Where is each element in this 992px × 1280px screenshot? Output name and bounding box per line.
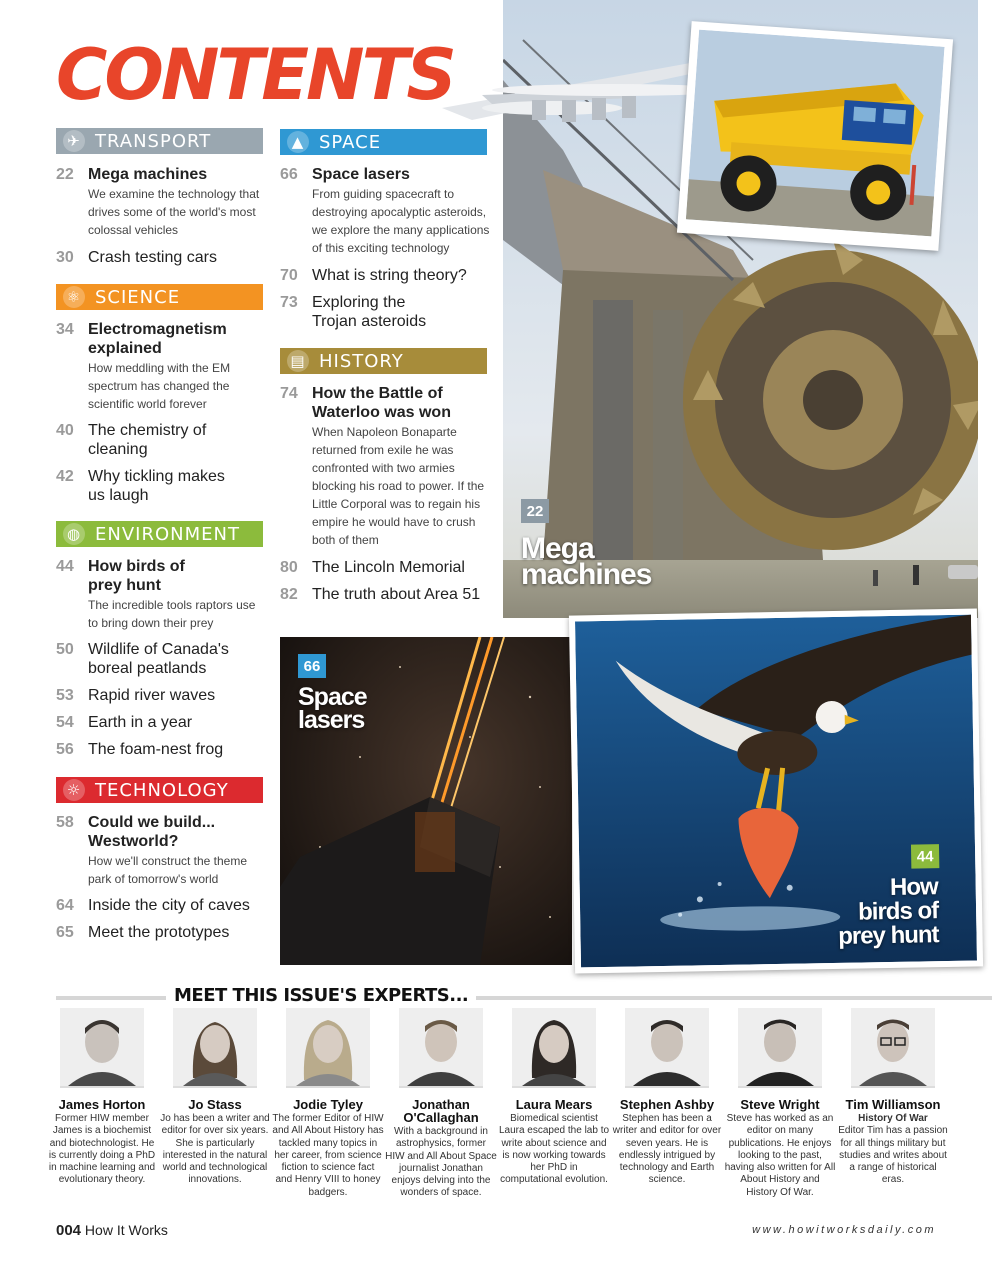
book-icon: ▤ (285, 348, 311, 374)
avatar (851, 1008, 935, 1088)
avatar (60, 1008, 144, 1088)
toc-entry-westworld[interactable]: 58 Could we build... Westworld? How we'll construct the theme park of tomorrow's world (56, 814, 248, 886)
toc-entry-waterloo[interactable]: 74 How the Battle of Waterloo was won When Napoleon Bonaparte returned from exile he was confronted with two armies blocking his road to power. If the Little Corporal was to regain his empire he would have to crush both of them (280, 385, 485, 547)
page-title: CONTENTS (56, 34, 454, 116)
mega-feature-title: Mega machines (521, 532, 652, 591)
toc-entry-city-of-caves[interactable]: 64 Inside the city of caves (56, 897, 250, 914)
toc-entry-chemistry-of-cleaning[interactable]: 40 The chemistry of cleaning (56, 422, 207, 458)
toc-entry-lincoln-memorial[interactable]: 80 The Lincoln Memorial (280, 559, 465, 576)
toc-entry-tickling[interactable]: 42 Why tickling makes us laugh (56, 468, 225, 504)
toc-entry-earth-in-a-year[interactable]: 54 Earth in a year (56, 714, 193, 731)
section-science[interactable]: ⚛ SCIENCE (56, 284, 263, 310)
expert-card: Jonathan O'Callaghan With a background in astrophysics, former HIW and All About Space journalist Jonathan enjoys delving into the wonders of space. (385, 1008, 497, 1200)
birds-of-prey-photo[interactable] (569, 608, 983, 973)
expert-card: Steve Wright Steve has worked as an editor on many publications. He enjoys looking to the past, having also written for All About History and History Of War. (724, 1008, 836, 1199)
section-history[interactable]: ▤ HISTORY (280, 348, 487, 374)
expert-card: Jodie Tyley The former Editor of HIW and All About History has tackled many topics in her career, from science fiction to science fact and Henry VIII to honey badgers. (272, 1008, 384, 1199)
avatar (286, 1008, 370, 1088)
avatar (625, 1008, 709, 1088)
avatar (738, 1008, 822, 1088)
lasers-feature-page-badge: 66 (298, 654, 326, 678)
avatar (173, 1008, 257, 1088)
toc-entry-crash-testing[interactable]: 30 Crash testing cars (56, 249, 217, 266)
expert-card: Tim Williamson History Of War Editor Tim has a passion for all things military but studies and writes about a range of historical eras. (837, 1008, 949, 1187)
mining-truck-illustration (686, 30, 945, 237)
page-number: 004 (56, 1222, 82, 1239)
expert-card: Laura Mears Biomedical scientist Laura escaped the lab to write about science and is now working towards her PhD in computational evolution. (498, 1008, 610, 1187)
toc-entry-river-waves[interactable]: 53 Rapid river waves (56, 687, 216, 704)
section-technology[interactable]: ☼ TECHNOLOGY (56, 777, 263, 803)
lasers-feature-title: Space lasers (298, 683, 367, 734)
expert-card: James Horton Former HIW member James is a biochemist and biotechnologist. He is currently doing a PhD in machine learning and evolutionary theory. (46, 1008, 158, 1187)
expert-card: Stephen Ashby Stephen has been a writer and editor for over seven years. He is endlessly intrigued by technology and Earth science. (611, 1008, 723, 1187)
toc-entry-area-51[interactable]: 82 The truth about Area 51 (280, 586, 481, 603)
toc-entry-string-theory[interactable]: 70 What is string theory? (280, 267, 467, 284)
avatar (399, 1008, 483, 1088)
plane-icon: ✈ (61, 128, 87, 154)
toc-entry-trojan-asteroids[interactable]: 73 Exploring the Trojan asteroids (280, 294, 427, 330)
atom-icon: ⚛ (61, 284, 87, 310)
magazine-name: How It Works (84, 1222, 168, 1238)
globe-icon: ◍ (61, 521, 87, 547)
footer-url[interactable]: www.howitworksdaily.com (752, 1224, 936, 1236)
toc-entry-electromagnetism[interactable]: 34 Electromagnetism explained How meddling with the EM spectrum has changed the scientific world forever (56, 321, 231, 411)
rocket-icon: ▲ (285, 129, 311, 155)
toc-entry-prototypes[interactable]: 65 Meet the prototypes (56, 924, 230, 941)
toc-entry-canada-peatlands[interactable]: 50 Wildlife of Canada's boreal peatlands (56, 641, 229, 677)
section-environment[interactable]: ◍ ENVIRONMENT (56, 521, 263, 547)
toc-entry-birds-of-prey[interactable]: 44 How birds of prey hunt The incredible tools raptors use to bring down their prey (56, 558, 256, 630)
expert-card: Jo Stass Jo has been a writer and editor for over six years. She is particularly interested in the natural world and technological innovations. (159, 1008, 271, 1187)
section-transport[interactable]: ✈ TRANSPORT (56, 128, 263, 154)
experts-heading: MEET THIS ISSUE'S EXPERTS... (166, 985, 476, 1006)
mega-feature-page-badge: 22 (521, 499, 549, 523)
mining-truck-photo[interactable] (677, 21, 953, 251)
lightbulb-icon: ☼ (61, 777, 87, 803)
birds-feature-title: How birds of prey hunt (837, 873, 939, 950)
footer-page-info (56, 1222, 168, 1239)
avatar (512, 1008, 596, 1088)
birds-feature-page-badge: 44 (911, 844, 939, 868)
section-space[interactable]: ▲ SPACE (280, 129, 487, 155)
toc-entry-space-lasers[interactable]: 66 Space lasers From guiding spacecraft to destroying apocalyptic asteroids, we explore the many applications of this exciting technology (280, 166, 490, 255)
toc-entry-foam-nest-frog[interactable]: 56 The foam-nest frog (56, 741, 224, 758)
toc-entry-mega-machines[interactable]: 22 Mega machines We examine the technology that drives some of the world's most colossal vehicles (56, 166, 260, 237)
space-lasers-photo[interactable] (280, 637, 572, 965)
